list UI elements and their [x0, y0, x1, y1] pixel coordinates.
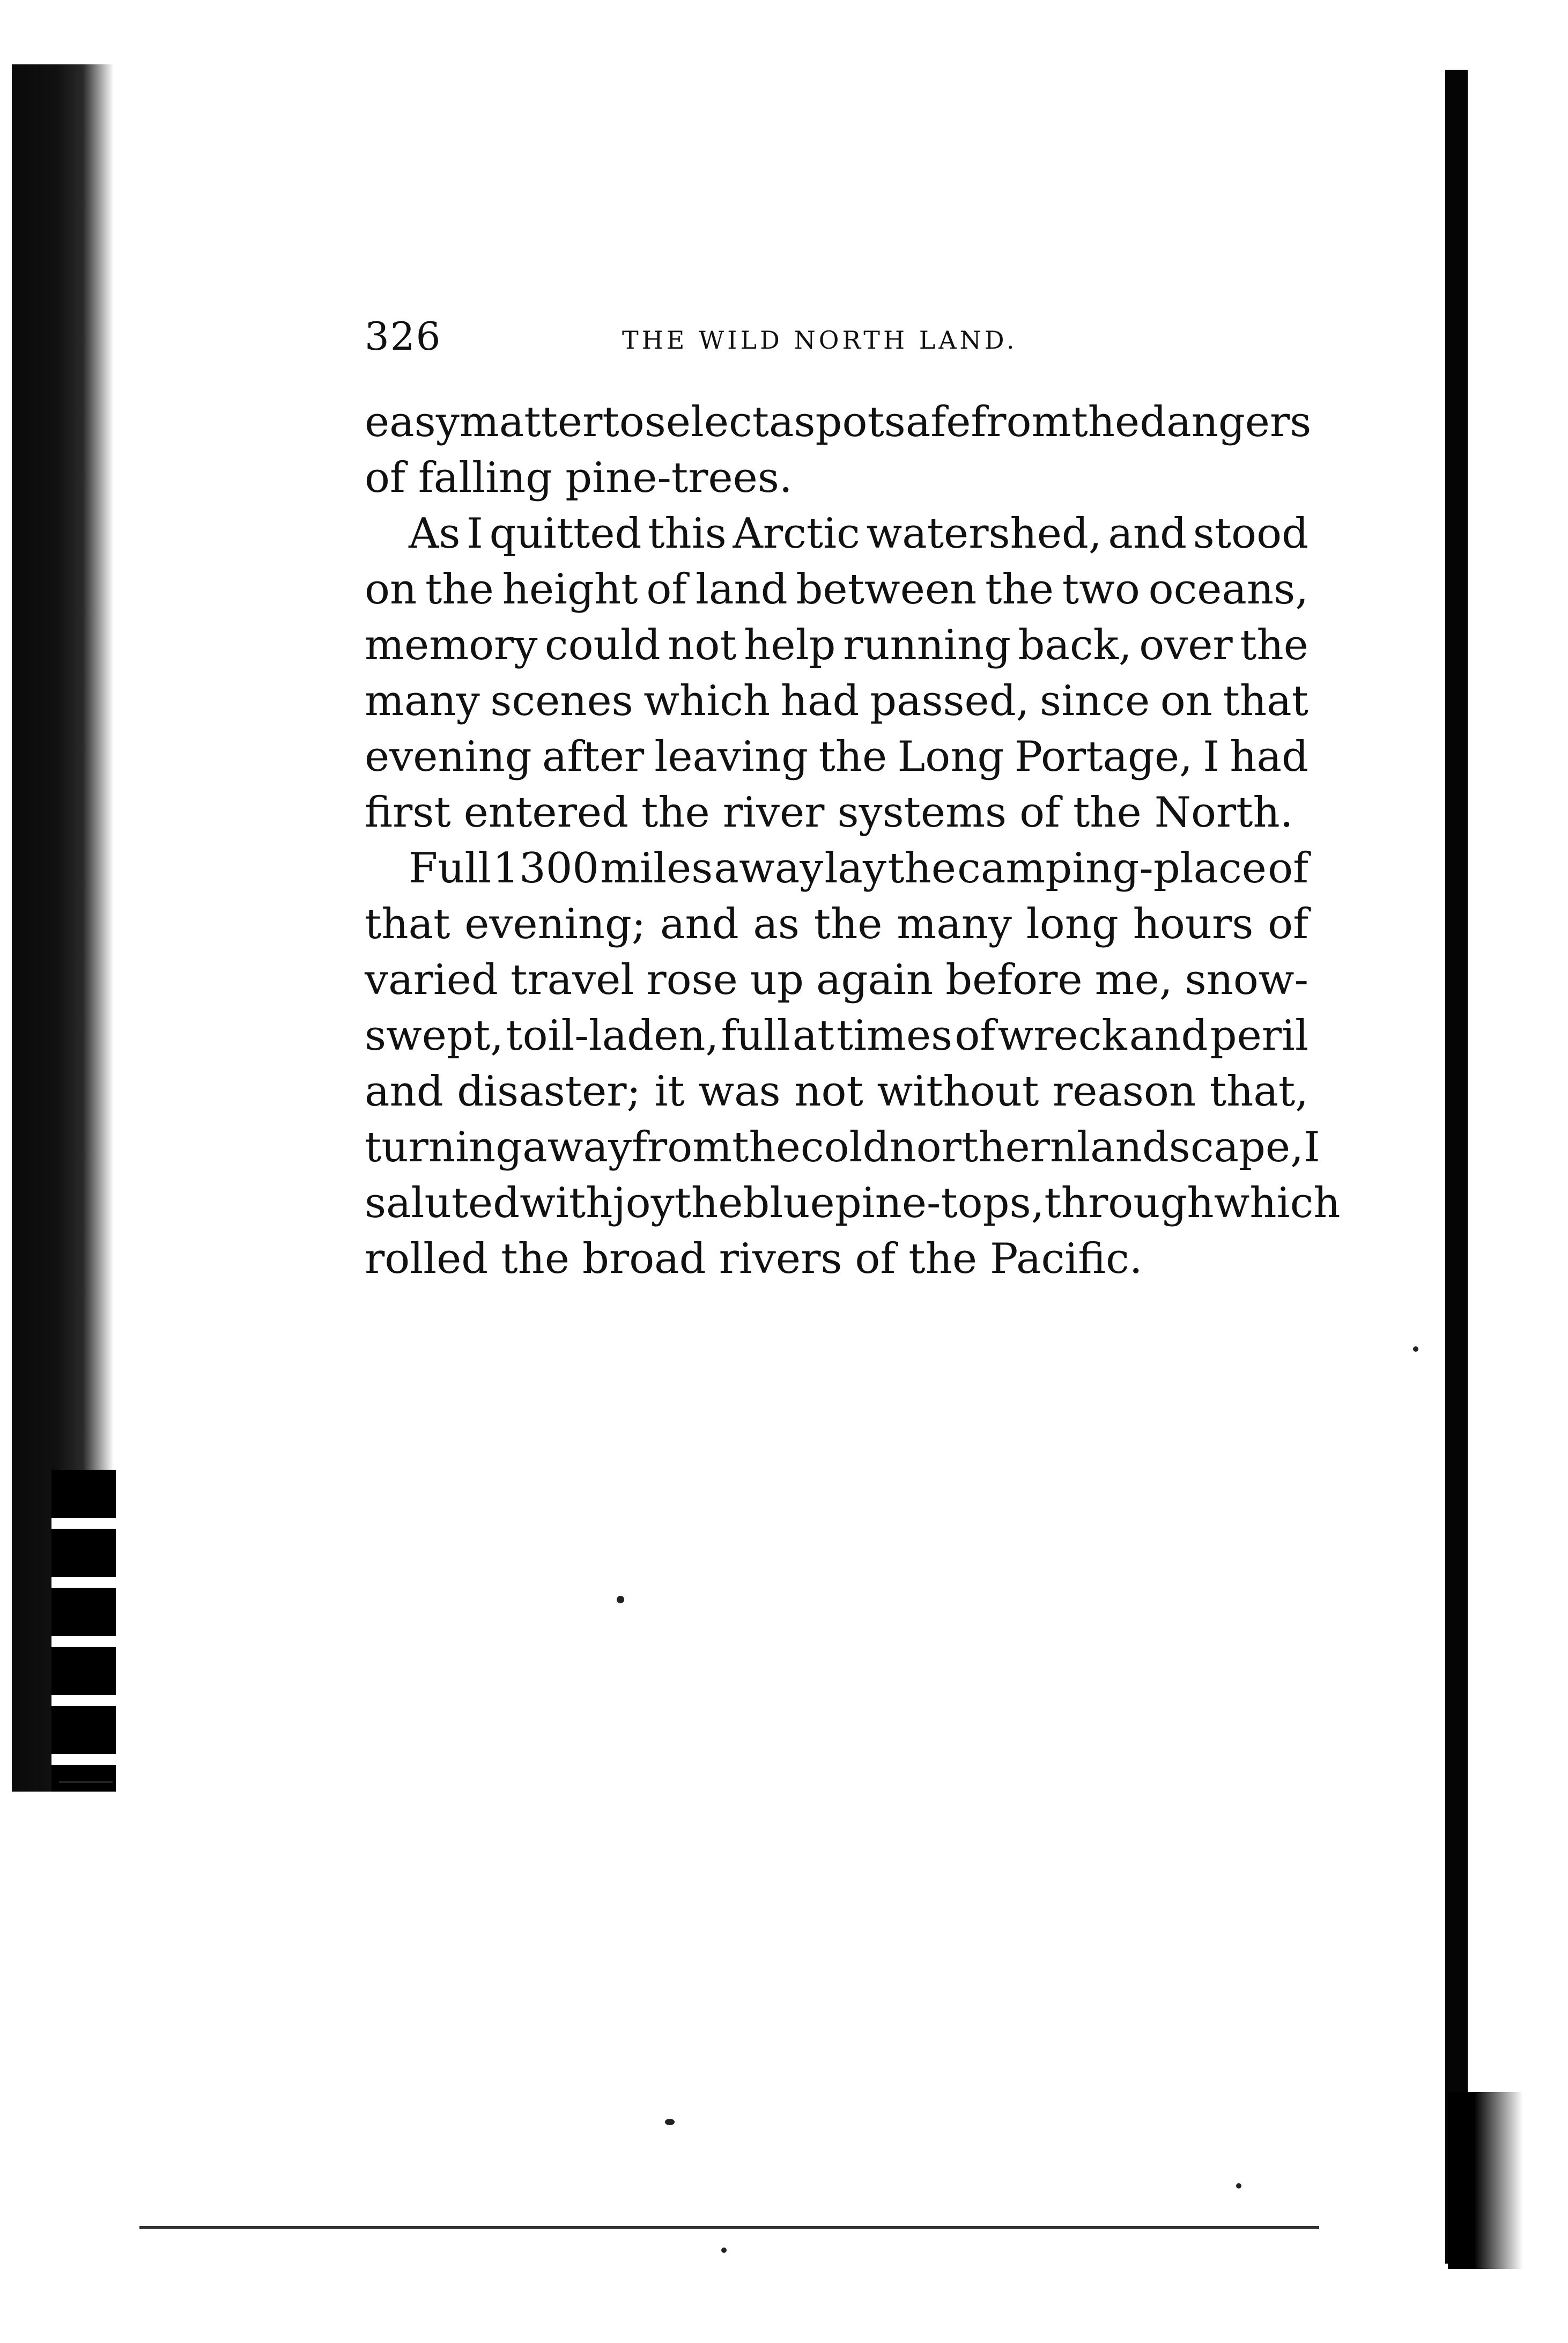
text-line: [365, 506, 1308, 562]
word: and: [660, 900, 739, 948]
text-line: [365, 785, 1308, 841]
word: spot: [794, 398, 884, 446]
word: northern: [889, 1123, 1077, 1172]
word: wreck: [997, 1012, 1127, 1060]
word: the: [732, 1123, 801, 1172]
word: falling: [418, 454, 553, 502]
text-line: [365, 841, 1308, 896]
word: rolled: [365, 1235, 489, 1283]
running-title: THE WILD NORTH LAND.: [622, 326, 1018, 355]
word: stood: [1193, 510, 1308, 558]
word: I: [1303, 1123, 1320, 1172]
word: help: [744, 621, 836, 669]
word: oceans,: [1148, 565, 1308, 614]
word: pine-tops,: [834, 1179, 1045, 1227]
word: first: [365, 789, 451, 837]
word: toil-laden,: [506, 1012, 719, 1060]
word: through: [1044, 1179, 1214, 1227]
word: that,: [1209, 1067, 1308, 1116]
word: long: [1026, 900, 1119, 948]
ink-speck: [1236, 2183, 1241, 2189]
word: many: [365, 677, 480, 725]
word: times: [836, 1012, 953, 1060]
text-line: [365, 673, 1308, 729]
word: a: [769, 398, 794, 446]
word: at: [792, 1012, 834, 1060]
text-line: [365, 562, 1308, 617]
word: which: [644, 677, 771, 725]
word: the: [985, 565, 1054, 614]
word: many: [897, 900, 1012, 948]
scan-shadow-right-bottom: [1448, 2092, 1523, 2269]
word: peril: [1210, 1012, 1308, 1060]
word: Pacific.: [989, 1235, 1143, 1283]
word: scenes: [490, 677, 633, 725]
word: leaving: [654, 733, 809, 781]
word: two: [1062, 565, 1140, 614]
word: evening;: [464, 900, 646, 948]
word: that: [365, 900, 450, 948]
word: the: [501, 1235, 569, 1283]
text-line: [365, 450, 1308, 506]
word: the: [813, 900, 883, 948]
word: reason: [1052, 1067, 1196, 1116]
word: and: [1129, 1012, 1208, 1060]
word: systems: [837, 789, 1007, 837]
word: since: [1040, 677, 1150, 725]
word: on: [1160, 677, 1212, 725]
ink-speck: [1413, 1346, 1418, 1352]
word: away: [522, 1123, 632, 1172]
word: lay: [824, 844, 886, 893]
text-line: [365, 1008, 1308, 1064]
word: disaster;: [457, 1067, 641, 1116]
word: had: [1230, 733, 1308, 781]
word: I: [467, 510, 483, 558]
word: the: [1240, 621, 1308, 669]
word: swept,: [365, 1012, 504, 1060]
word: evening: [365, 733, 532, 781]
text-line: [365, 1231, 1308, 1287]
word: matter: [459, 398, 603, 446]
word: passed,: [870, 677, 1030, 725]
word: quitted: [489, 510, 642, 558]
word: travel: [510, 956, 634, 1004]
word: miles: [600, 844, 713, 893]
scan-shadow-right: [1445, 70, 1468, 2264]
word: As: [409, 510, 461, 558]
word: between: [796, 565, 977, 614]
word: after: [542, 733, 645, 781]
word: river: [722, 789, 825, 837]
word: saluted: [365, 1179, 520, 1227]
word: snow-: [1185, 956, 1308, 1004]
ink-speck: [617, 1596, 624, 1603]
word: from: [971, 398, 1071, 446]
text-line: [365, 617, 1308, 673]
ink-speck: [665, 2119, 675, 2125]
text-line: [365, 394, 1312, 450]
word: with: [520, 1179, 613, 1227]
word: running: [842, 621, 1011, 669]
word: full: [721, 1012, 790, 1060]
word: back,: [1018, 621, 1132, 669]
word: of: [646, 565, 687, 614]
word: over: [1139, 621, 1233, 669]
word: Arctic: [733, 510, 860, 558]
bottom-rule: [139, 2226, 1319, 2229]
word: landscape,: [1077, 1123, 1304, 1172]
word: watershed,: [866, 510, 1102, 558]
word: Long: [897, 733, 1004, 781]
text-line: [365, 952, 1308, 1008]
word: 1300: [492, 844, 599, 893]
scan-artifact-left-blocks: [51, 1470, 116, 1792]
word: which: [1214, 1179, 1341, 1227]
word: it: [654, 1067, 685, 1116]
word: the: [887, 844, 956, 893]
word: rivers: [719, 1235, 842, 1283]
body-text: [365, 394, 1341, 1287]
word: without: [877, 1067, 1039, 1116]
word: of: [1268, 900, 1308, 948]
text-line: [365, 1175, 1341, 1231]
word: before: [945, 956, 1083, 1004]
word: joy: [612, 1179, 675, 1227]
word: Portage,: [1014, 733, 1193, 781]
word: pine-trees.: [565, 454, 793, 502]
word: select: [644, 398, 770, 446]
word: and: [1108, 510, 1187, 558]
word: again: [816, 956, 934, 1004]
word: height: [502, 565, 638, 614]
word: me,: [1094, 956, 1173, 1004]
word: the: [641, 789, 710, 837]
word: dangers: [1140, 398, 1312, 446]
word: this: [648, 510, 727, 558]
word: was: [698, 1067, 781, 1116]
word: camping-place: [957, 844, 1267, 893]
word: the: [1073, 789, 1142, 837]
text-line: [365, 1064, 1308, 1119]
word: entered: [463, 789, 628, 837]
word: I: [1203, 733, 1220, 781]
word: memory: [365, 621, 538, 669]
word: the: [818, 733, 887, 781]
word: broad: [582, 1235, 706, 1283]
scan-artifact-left-line: [59, 1781, 113, 1783]
word: the: [1071, 398, 1140, 446]
word: to: [602, 398, 645, 446]
word: the: [425, 565, 494, 614]
word: Full: [409, 844, 492, 893]
word: turning: [365, 1123, 523, 1172]
text-line: [365, 1119, 1320, 1175]
word: of: [1268, 844, 1308, 893]
word: of: [1019, 789, 1060, 837]
word: not: [668, 621, 737, 669]
text-line: [365, 729, 1308, 785]
word: of: [855, 1235, 896, 1283]
running-head: [365, 314, 1051, 367]
word: the: [908, 1235, 977, 1283]
word: had: [780, 677, 860, 725]
word: land: [696, 565, 788, 614]
word: the: [674, 1179, 743, 1227]
word: rose: [646, 956, 738, 1004]
word: not: [794, 1067, 863, 1116]
page-number: 326: [365, 314, 442, 359]
word: safe: [884, 398, 971, 446]
ink-speck: [721, 2248, 727, 2253]
word: that: [1223, 677, 1308, 725]
word: up: [750, 956, 804, 1004]
word: varied: [365, 956, 498, 1004]
word: of: [955, 1012, 996, 1060]
word: easy: [365, 398, 460, 446]
word: from: [632, 1123, 733, 1172]
word: hours: [1133, 900, 1254, 948]
word: and: [365, 1067, 443, 1116]
word: of: [365, 454, 405, 502]
text-line: [365, 896, 1308, 952]
word: on: [365, 565, 417, 614]
word: away: [714, 844, 824, 893]
word: North.: [1154, 789, 1293, 837]
word: as: [753, 900, 800, 948]
word: cold: [800, 1123, 890, 1172]
word: blue: [743, 1179, 835, 1227]
word: could: [544, 621, 661, 669]
